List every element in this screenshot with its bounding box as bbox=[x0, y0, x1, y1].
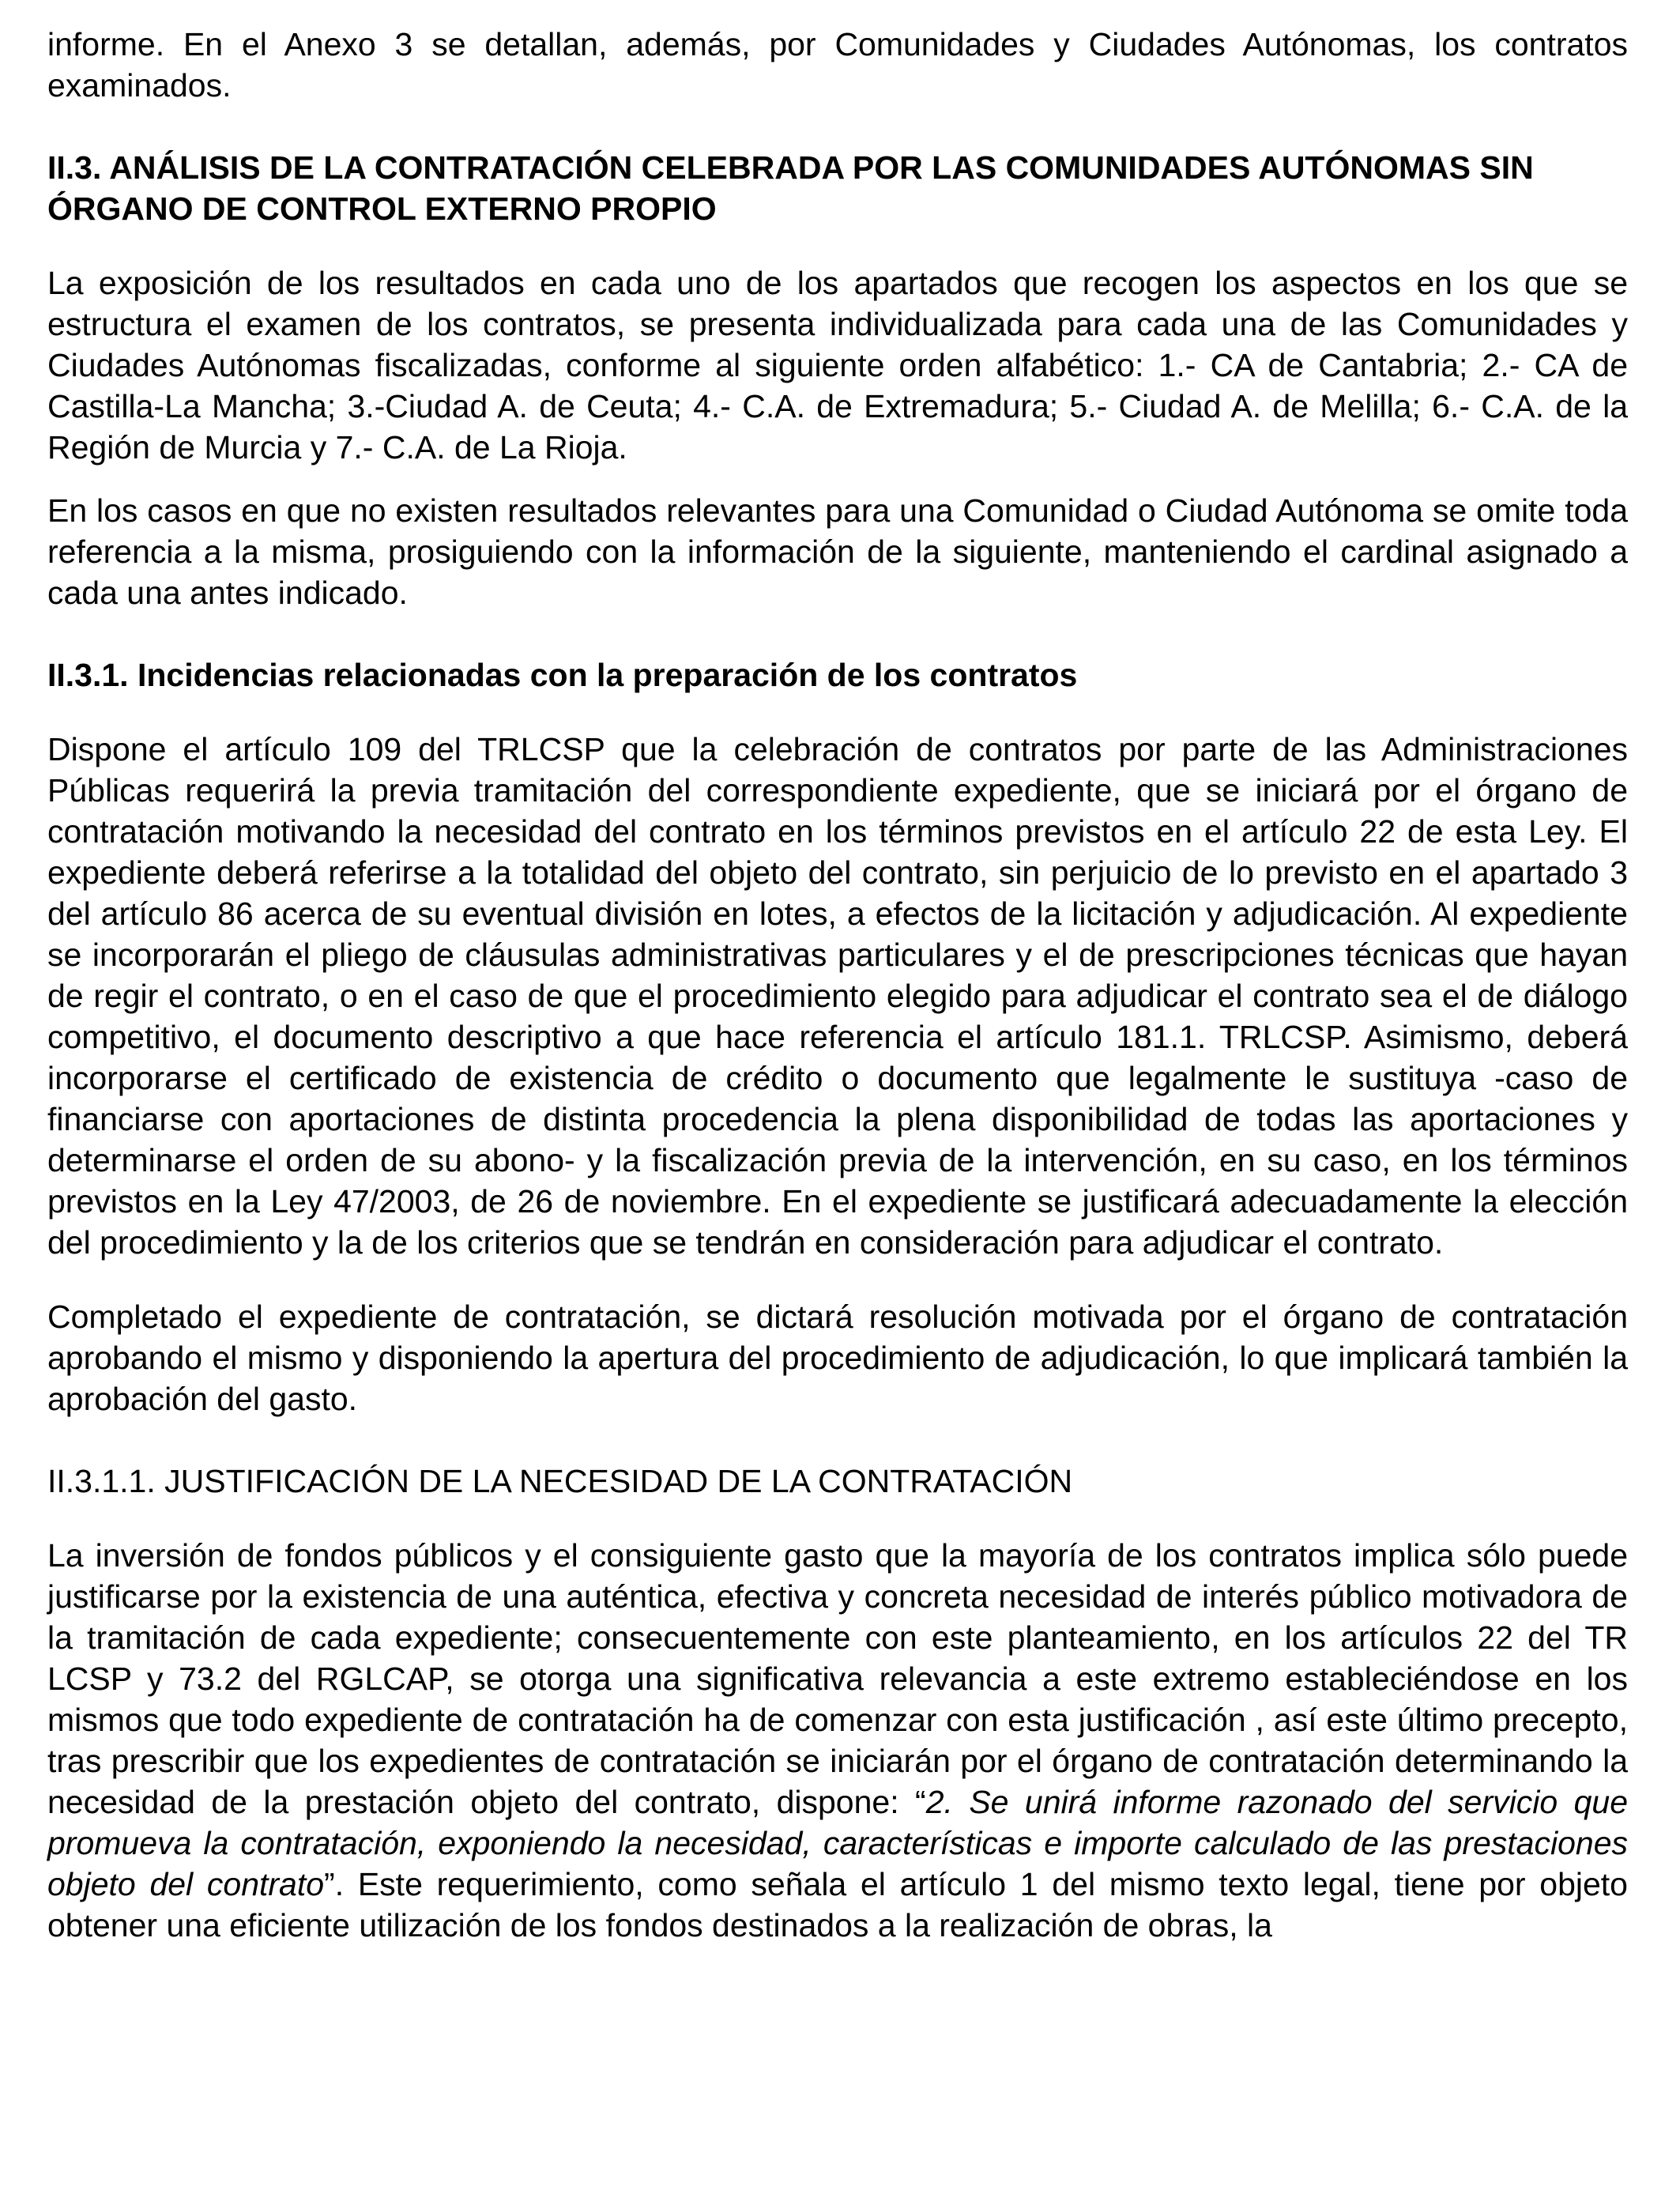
paragraph-article-109: Dispone el artículo 109 del TRLCSP que la celebración de contratos por parte de las Administraciones Públicas requerirá la previa tramitación del correspondiente expediente, que se iniciará por el órgano de contratación motivando la necesidad del contrato en los términos previstos en el artículo 22 de esta Ley. El expediente deberá referirse a la totalidad del objeto del contrato, sin perjuicio de lo previsto en el apartado 3 del artículo 86 acerca de su eventual división en lotes, a efectos de la licitación y adjudicación. Al expediente se incorporarán el pliego de cláusulas administrativas particulares y el de prescripciones técnicas que hayan de regir el contrato, o en el caso de que el procedimiento elegido para adjudicar el contrato sea el de diálogo competitivo, el documento descriptivo a que hace referencia el artículo 181.1. TRLCSP. Asimismo, deberá incorporarse el certificado de existencia de crédito o documento que legalmente le sustituya -caso de financiarse con aportaciones de distinta procedencia la plena disponibilidad de todas las aportaciones y determinarse el orden de su abono- y la fiscalización previa de la intervención, en su caso, en los términos previstos en la Ley 47/2003, de 26 de noviembre. En el expediente se justificará adecuadamente la elección del procedimiento y la de los criterios que se tendrán en consideración para adjudicar el contrato. bbox=[47, 731, 1628, 1261]
document-page bbox=[47, 24, 1628, 1946]
paragraph-justificacion-necesidad bbox=[47, 1535, 1628, 1946]
section-ii311-heading: II.3.1.1. JUSTIFICACIÓN DE LA NECESIDAD DE LA CONTRATACIÓN bbox=[47, 1463, 1073, 1499]
section-ii3-heading: II.3. ANÁLISIS DE LA CONTRATACIÓN CELEBRADA POR LAS COMUNIDADES AUTÓNOMAS SIN ÓRGANO DE CONTROL EXTERNO PROPIO bbox=[47, 149, 1534, 227]
paragraph-expediente-completado: Completado el expediente de contratación, se dictará resolución motivada por el órgano de contratación aprobando el mismo y disponiendo la apertura del procedimiento de adjudicación, lo que implicará también la aprobación del gasto. bbox=[47, 1299, 1628, 1417]
paragraph-text-part1: La inversión de fondos públicos y el consiguiente gasto que la mayoría de los contratos implica sólo puede justificarse por la existencia de una auténtica, efectiva y concreta necesidad de interés público motivadora de la tramitación de cada expediente; consecuentemente con este planteamiento, en los artículos 22 del TR LCSP y 73.2 del RGLCAP, se otorga una significativa relevancia a este extremo estableciéndose en los mismos que todo expediente de contratación ha de comenzar con esta justificación , así este último precepto, tras prescribir que los expedientes de contratación se iniciarán por el órgano de contratación determinando la necesidad de la prestación objeto del contrato, dispone: “ bbox=[47, 1537, 1628, 1820]
section-ii31-heading: II.3.1. Incidencias relacionadas con la preparación de los contratos bbox=[47, 657, 1078, 693]
paragraph-text-part2: ”. Este requerimiento, como señala el artículo 1 del mismo texto legal, tiene por objeto obtener una eficiente utilización de los fondos destinados a la realización de obras, la bbox=[47, 1866, 1628, 1943]
quoted-regulation-text: 2. Se unirá informe razonado del servicio que promueva la contratación, exponiendo la necesidad, características e importe calculado de las prestaciones objeto del contrato bbox=[47, 1784, 1628, 1902]
paragraph-omitted-results: En los casos en que no existen resultados relevantes para una Comunidad o Ciudad Autónoma se omite toda referencia a la misma, prosiguiendo con la información de la siguiente, manteniendo el cardinal asignado a cada una antes indicado. bbox=[47, 492, 1628, 611]
paragraph-order-of-communities: La exposición de los resultados en cada uno de los apartados que recogen los aspectos en los que se estructura el examen de los contratos, se presenta individualizada para cada una de las Comunidades y Ciudades Autónomas fiscalizadas, conforme al siguiente orden alfabético: 1.- CA de Cantabria; 2.- CA de Castilla-La Mancha; 3.-Ciudad A. de Ceuta; 4.- C.A. de Extremadura; 5.- Ciudad A. de Melilla; 6.- C.A. de la Región de Murcia y 7.- C.A. de La Rioja. bbox=[47, 265, 1628, 466]
intro-continuation-paragraph: informe. En el Anexo 3 se detallan, además, por Comunidades y Ciudades Autónomas, los contratos examinados. bbox=[47, 26, 1628, 104]
